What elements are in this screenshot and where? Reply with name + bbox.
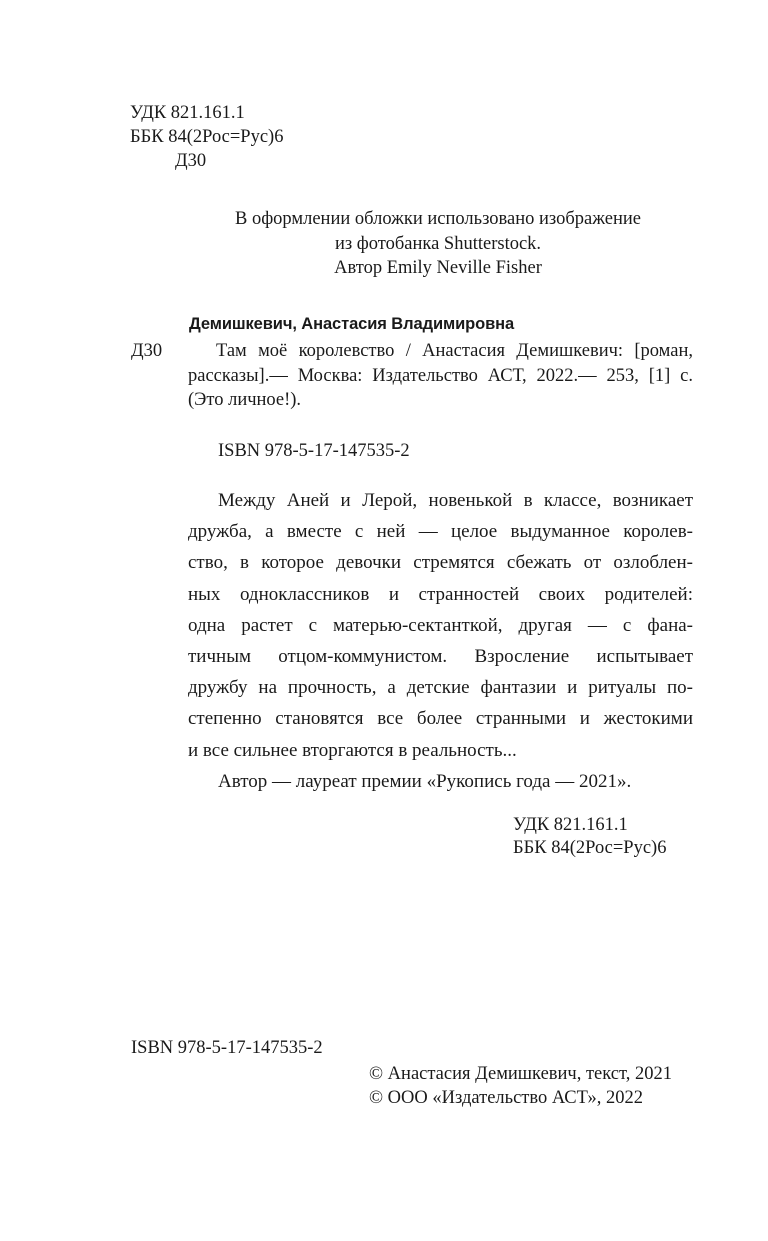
author-mark-left: Д30 — [131, 341, 163, 361]
biblio-line: рассказы].— Москва: Издательство АСТ, 2022.— 253, [1] с. — [188, 365, 693, 386]
isbn-record: ISBN 978-5-17-147535-2 — [218, 441, 410, 461]
bbk-code: ББК 84(2Рос=Рус)6 — [130, 127, 284, 147]
annotation-line: дружба, а вместе с ней — целое выдуманное королев- — [188, 521, 693, 543]
author-heading: Демишкевич, Анастасия Владимировна — [189, 315, 515, 333]
annotation — [188, 485, 693, 797]
cover-credit — [188, 207, 688, 281]
classification-bottom — [513, 814, 666, 860]
award-note: Автор — лауреат премии «Рукопись года — 2021». — [218, 770, 632, 792]
annotation-line: ных одноклассников и странностей своих родителей: — [188, 583, 693, 605]
annotation-line: и все сильнее вторгаются в реальность... — [188, 739, 517, 761]
cover-credit-line: Автор Emily Neville Fisher — [334, 258, 542, 278]
annotation-line: степенно становятся все более странными и жестокими — [188, 708, 693, 730]
copyright-line: © Анастасия Демишкевич, текст, 2021 — [369, 1064, 672, 1084]
author-mark: Д30 — [175, 151, 207, 171]
udk-code: УДК 821.161.1 — [130, 103, 245, 123]
copyright-line: © ООО «Издательство АСТ», 2022 — [369, 1087, 643, 1108]
annotation-line: тичным отцом-коммунистом. Взросление испытывает — [188, 646, 693, 668]
isbn-footer: ISBN 978-5-17-147535-2 — [131, 1038, 323, 1058]
cover-credit-line: из фотобанка Shutterstock. — [334, 233, 542, 254]
cover-credit-line: В оформлении обложки использовано изображение — [234, 209, 641, 229]
bibliographic-description — [188, 339, 693, 413]
copyright-block — [369, 1063, 672, 1110]
classification-top — [130, 101, 283, 173]
udk-code: УДК 821.161.1 — [513, 815, 628, 835]
annotation-line: Между Аней и Лерой, новенькой в классе, возникает — [218, 490, 693, 511]
annotation-line: ство, в которое девочки стремятся сбежать от озлоблен- — [188, 552, 693, 574]
annotation-line: одна растет с матерью-сектанткой, другая — с фана- — [188, 614, 693, 636]
biblio-line: (Это личное!). — [188, 390, 302, 410]
biblio-line: Там моё королевство / Анастасия Демишкевич: [роман, — [216, 341, 693, 361]
annotation-line: дружбу на прочность, а детские фантазии и ритуалы по- — [188, 677, 693, 699]
bbk-code: ББК 84(2Рос=Рус)6 — [513, 838, 667, 858]
